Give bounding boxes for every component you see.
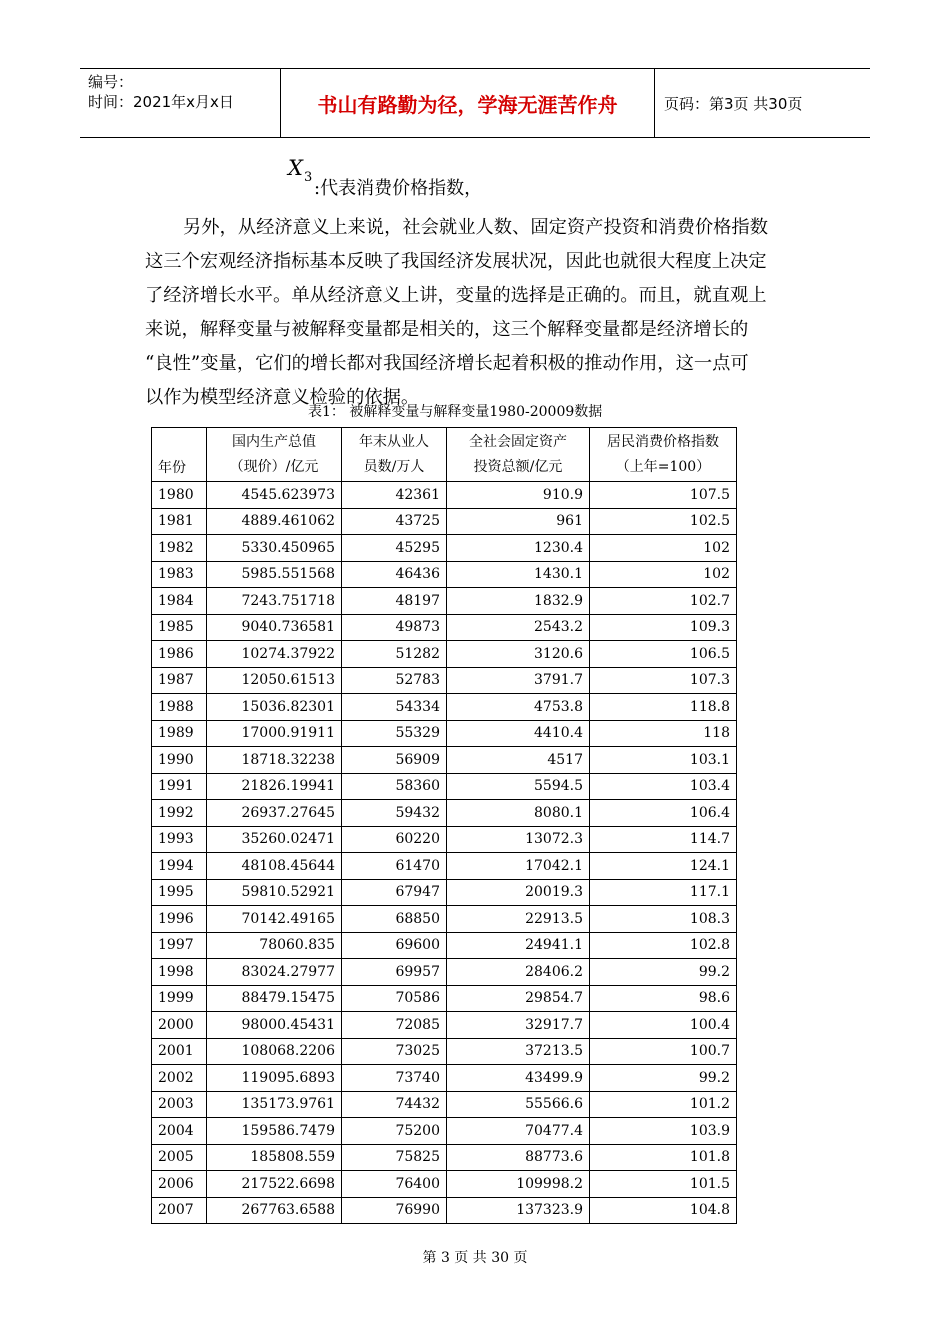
paragraph-line: 了经济增长水平。单从经济意义上讲，变量的选择是正确的。而且，就直观上 xyxy=(145,285,767,306)
cpi-cell: 102.7 xyxy=(590,588,737,615)
table-row xyxy=(152,1038,737,1065)
cpi-cell: 106.4 xyxy=(590,800,737,827)
investment-cell: 17042.1 xyxy=(447,853,590,880)
employment-cell: 42361 xyxy=(342,482,447,509)
gdp-cell: 17000.91911 xyxy=(207,720,342,747)
table-row xyxy=(152,1091,737,1118)
year-cell: 1997 xyxy=(152,932,207,959)
page-header xyxy=(80,68,870,138)
employment-cell: 76990 xyxy=(342,1197,447,1224)
gdp-cell: 7243.751718 xyxy=(207,588,342,615)
investment-cell: 32917.7 xyxy=(447,1012,590,1039)
year-cell: 1993 xyxy=(152,826,207,853)
header-cpi: 居民消费价格指数 （上年=100） xyxy=(590,428,737,482)
table-row xyxy=(152,800,737,827)
cpi-cell: 117.1 xyxy=(590,879,737,906)
investment-cell: 13072.3 xyxy=(447,826,590,853)
gdp-cell: 135173.9761 xyxy=(207,1091,342,1118)
year-cell: 1990 xyxy=(152,747,207,774)
table-row xyxy=(152,667,737,694)
gdp-cell: 21826.19941 xyxy=(207,773,342,800)
table-row xyxy=(152,959,737,986)
employment-cell: 76400 xyxy=(342,1171,447,1198)
year-cell: 2002 xyxy=(152,1065,207,1092)
gdp-cell: 185808.559 xyxy=(207,1144,342,1171)
gdp-cell: 9040.736581 xyxy=(207,614,342,641)
table-row xyxy=(152,561,737,588)
table-row xyxy=(152,1065,737,1092)
investment-cell: 2543.2 xyxy=(447,614,590,641)
cpi-cell: 103.9 xyxy=(590,1118,737,1145)
employment-cell: 59432 xyxy=(342,800,447,827)
paragraph-line: 来说，解释变量与被解释变量都是相关的，这三个解释变量都是经济增长的 xyxy=(145,319,749,340)
header-gdp: 国内生产总值 （现价）/亿元 xyxy=(207,428,342,482)
table-row xyxy=(152,1144,737,1171)
cpi-cell: 101.8 xyxy=(590,1144,737,1171)
table-row xyxy=(152,694,737,721)
table-row xyxy=(152,1012,737,1039)
employment-cell: 73025 xyxy=(342,1038,447,1065)
table-row xyxy=(152,773,737,800)
cpi-cell: 101.2 xyxy=(590,1091,737,1118)
gdp-cell: 159586.7479 xyxy=(207,1118,342,1145)
investment-cell: 3120.6 xyxy=(447,641,590,668)
gdp-cell: 12050.61513 xyxy=(207,667,342,694)
document-number-label: 编号： xyxy=(88,73,134,91)
cpi-cell: 124.1 xyxy=(590,853,737,880)
cpi-cell: 106.5 xyxy=(590,641,737,668)
investment-cell: 43499.9 xyxy=(447,1065,590,1092)
investment-cell: 88773.6 xyxy=(447,1144,590,1171)
header-employment: 年末从业人 员数/万人 xyxy=(342,428,447,482)
cpi-cell: 100.7 xyxy=(590,1038,737,1065)
year-cell: 1998 xyxy=(152,959,207,986)
body-paragraph xyxy=(145,211,808,415)
table-row xyxy=(152,482,737,509)
gdp-cell: 70142.49165 xyxy=(207,906,342,933)
employment-cell: 74432 xyxy=(342,1091,447,1118)
investment-cell: 70477.4 xyxy=(447,1118,590,1145)
investment-cell: 1832.9 xyxy=(447,588,590,615)
gdp-cell: 119095.6893 xyxy=(207,1065,342,1092)
year-cell: 1981 xyxy=(152,508,207,535)
cpi-cell: 109.3 xyxy=(590,614,737,641)
investment-cell: 22913.5 xyxy=(447,906,590,933)
table-row xyxy=(152,1171,737,1198)
investment-cell: 3791.7 xyxy=(447,667,590,694)
investment-cell: 4753.8 xyxy=(447,694,590,721)
investment-cell: 5594.5 xyxy=(447,773,590,800)
employment-cell: 54334 xyxy=(342,694,447,721)
investment-cell: 55566.6 xyxy=(447,1091,590,1118)
gdp-cell: 10274.37922 xyxy=(207,641,342,668)
year-cell: 1983 xyxy=(152,561,207,588)
table-row xyxy=(152,879,737,906)
employment-cell: 43725 xyxy=(342,508,447,535)
table-row xyxy=(152,747,737,774)
gdp-cell: 4545.623973 xyxy=(207,482,342,509)
table-row xyxy=(152,641,737,668)
year-cell: 1996 xyxy=(152,906,207,933)
gdp-cell: 5330.450965 xyxy=(207,535,342,562)
gdp-cell: 5985.551568 xyxy=(207,561,342,588)
table-row xyxy=(152,720,737,747)
employment-cell: 68850 xyxy=(342,906,447,933)
table-body xyxy=(152,482,737,1224)
cpi-cell: 118.8 xyxy=(590,694,737,721)
investment-cell: 910.9 xyxy=(447,482,590,509)
gdp-cell: 4889.461062 xyxy=(207,508,342,535)
table-row xyxy=(152,932,737,959)
investment-cell: 20019.3 xyxy=(447,879,590,906)
employment-cell: 45295 xyxy=(342,535,447,562)
variable-subscript: 3 xyxy=(304,170,313,185)
year-cell: 1994 xyxy=(152,853,207,880)
gdp-cell: 267763.6588 xyxy=(207,1197,342,1224)
table-row xyxy=(152,826,737,853)
year-cell: 2007 xyxy=(152,1197,207,1224)
year-cell: 1986 xyxy=(152,641,207,668)
investment-cell: 4410.4 xyxy=(447,720,590,747)
employment-cell: 49873 xyxy=(342,614,447,641)
employment-cell: 70586 xyxy=(342,985,447,1012)
gdp-cell: 83024.27977 xyxy=(207,959,342,986)
employment-cell: 46436 xyxy=(342,561,447,588)
table-row xyxy=(152,1118,737,1145)
header-year: 年份 xyxy=(152,428,207,482)
investment-cell: 28406.2 xyxy=(447,959,590,986)
cpi-cell: 99.2 xyxy=(590,959,737,986)
cpi-cell: 102 xyxy=(590,561,737,588)
cpi-cell: 108.3 xyxy=(590,906,737,933)
header-meta xyxy=(88,72,280,112)
cpi-cell: 104.8 xyxy=(590,1197,737,1224)
employment-cell: 72085 xyxy=(342,1012,447,1039)
employment-cell: 55329 xyxy=(342,720,447,747)
data-table xyxy=(151,427,737,1224)
investment-cell: 8080.1 xyxy=(447,800,590,827)
employment-cell: 52783 xyxy=(342,667,447,694)
year-cell: 1985 xyxy=(152,614,207,641)
year-cell: 2003 xyxy=(152,1091,207,1118)
year-cell: 1991 xyxy=(152,773,207,800)
document-time-label: 时间：2021年x月x日 xyxy=(88,93,234,111)
table-row xyxy=(152,985,737,1012)
year-cell: 1984 xyxy=(152,588,207,615)
employment-cell: 75200 xyxy=(342,1118,447,1145)
employment-cell: 73740 xyxy=(342,1065,447,1092)
paragraph-line: 以作为模型经济意义检验的依据。 xyxy=(145,387,420,408)
table-row xyxy=(152,853,737,880)
cpi-cell: 98.6 xyxy=(590,985,737,1012)
gdp-cell: 108068.2206 xyxy=(207,1038,342,1065)
paragraph-line: “良性”变量，它们的增长都对我国经济增长起着积极的推动作用，这一点可 xyxy=(145,353,749,374)
table-caption: 表1： 被解释变量与解释变量1980-20009数据 xyxy=(308,404,603,420)
cpi-cell: 102 xyxy=(590,535,737,562)
table-header-row xyxy=(152,428,737,482)
employment-cell: 75825 xyxy=(342,1144,447,1171)
year-cell: 2005 xyxy=(152,1144,207,1171)
employment-cell: 69957 xyxy=(342,959,447,986)
cpi-cell: 101.5 xyxy=(590,1171,737,1198)
cpi-cell: 102.8 xyxy=(590,932,737,959)
gdp-cell: 59810.52921 xyxy=(207,879,342,906)
header-investment: 全社会固定资产 投资总额/亿元 xyxy=(447,428,590,482)
investment-cell: 24941.1 xyxy=(447,932,590,959)
year-cell: 1989 xyxy=(152,720,207,747)
gdp-cell: 15036.82301 xyxy=(207,694,342,721)
year-cell: 1992 xyxy=(152,800,207,827)
employment-cell: 56909 xyxy=(342,747,447,774)
employment-cell: 67947 xyxy=(342,879,447,906)
investment-cell: 1230.4 xyxy=(447,535,590,562)
header-motto: 书山有路勤为径，学海无涯苦作舟 xyxy=(317,92,618,117)
investment-cell: 137323.9 xyxy=(447,1197,590,1224)
investment-cell: 961 xyxy=(447,508,590,535)
year-cell: 2006 xyxy=(152,1171,207,1198)
employment-cell: 51282 xyxy=(342,641,447,668)
header-divider xyxy=(654,69,655,137)
table-row xyxy=(152,508,737,535)
investment-cell: 29854.7 xyxy=(447,985,590,1012)
investment-cell: 109998.2 xyxy=(447,1171,590,1198)
table-row xyxy=(152,614,737,641)
employment-cell: 69600 xyxy=(342,932,447,959)
year-cell: 1980 xyxy=(152,482,207,509)
table-row xyxy=(152,906,737,933)
cpi-cell: 103.4 xyxy=(590,773,737,800)
gdp-cell: 88479.15475 xyxy=(207,985,342,1012)
gdp-cell: 98000.45431 xyxy=(207,1012,342,1039)
table-row xyxy=(152,588,737,615)
gdp-cell: 48108.45644 xyxy=(207,853,342,880)
page-footer: 第 3 页 共 30 页 xyxy=(422,1250,528,1266)
gdp-cell: 18718.32238 xyxy=(207,747,342,774)
employment-cell: 48197 xyxy=(342,588,447,615)
cpi-cell: 107.3 xyxy=(590,667,737,694)
year-cell: 1995 xyxy=(152,879,207,906)
header-page-info: 页码：第3页 共30页 xyxy=(664,94,803,113)
cpi-cell: 99.2 xyxy=(590,1065,737,1092)
cpi-cell: 103.1 xyxy=(590,747,737,774)
gdp-cell: 35260.02471 xyxy=(207,826,342,853)
paragraph-line: 另外，从经济意义上来说，社会就业人数、固定资产投资和消费价格指数 xyxy=(183,217,768,238)
variable-symbol: X xyxy=(288,156,303,180)
year-cell: 1987 xyxy=(152,667,207,694)
year-cell: 2001 xyxy=(152,1038,207,1065)
gdp-cell: 217522.6698 xyxy=(207,1171,342,1198)
table-row xyxy=(152,535,737,562)
year-cell: 2000 xyxy=(152,1012,207,1039)
table-row xyxy=(152,1197,737,1224)
investment-cell: 37213.5 xyxy=(447,1038,590,1065)
cpi-cell: 114.7 xyxy=(590,826,737,853)
paragraph-line: 这三个宏观经济指标基本反映了我国经济发展状况，因此也就很大程度上决定 xyxy=(145,251,767,272)
year-cell: 2004 xyxy=(152,1118,207,1145)
cpi-cell: 107.5 xyxy=(590,482,737,509)
cpi-cell: 102.5 xyxy=(590,508,737,535)
cpi-cell: 118 xyxy=(590,720,737,747)
investment-cell: 1430.1 xyxy=(447,561,590,588)
employment-cell: 60220 xyxy=(342,826,447,853)
gdp-cell: 26937.27645 xyxy=(207,800,342,827)
employment-cell: 61470 xyxy=(342,853,447,880)
gdp-cell: 78060.835 xyxy=(207,932,342,959)
year-cell: 1999 xyxy=(152,985,207,1012)
year-cell: 1988 xyxy=(152,694,207,721)
cpi-cell: 100.4 xyxy=(590,1012,737,1039)
employment-cell: 58360 xyxy=(342,773,447,800)
year-cell: 1982 xyxy=(152,535,207,562)
investment-cell: 4517 xyxy=(447,747,590,774)
variable-description: :代表消费价格指数， xyxy=(314,178,483,199)
